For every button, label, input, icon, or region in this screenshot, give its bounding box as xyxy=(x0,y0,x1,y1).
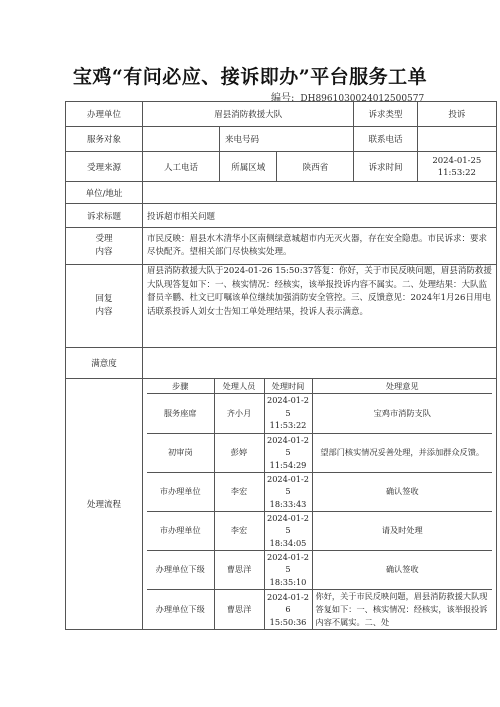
accept-content: 市民反映：眉县水木清华小区南侧绿意城超市内无灭火器，存在安全隐患。市民诉求：要求尽快配齐。望相关部门尽快核实处理。 xyxy=(143,228,497,265)
target-label: 服务对象 xyxy=(66,127,143,152)
accept-label-line1: 受理 xyxy=(95,234,113,244)
process-time-l1: 2024-01-2 xyxy=(267,591,309,602)
process-time xyxy=(264,472,312,511)
document-number-value: DH8961030024012500577 xyxy=(300,94,425,104)
time-date: 2024-01-25 xyxy=(432,155,482,166)
time-clock: 11:53:22 xyxy=(437,167,476,178)
process-row xyxy=(147,393,492,433)
address-value xyxy=(143,182,497,204)
page-title: 宝鸡“有问必应、接诉即办”平台服务工单 xyxy=(72,66,428,88)
reply-label-line2: 内容 xyxy=(95,307,113,317)
process-step: 办理单位下级 xyxy=(147,589,214,629)
reply-label xyxy=(66,265,143,348)
row-reply xyxy=(66,265,497,348)
process-time-l3: 11:53:22 xyxy=(269,420,307,431)
process-step: 办理单位下级 xyxy=(147,550,214,589)
process-opinion: 确认签收 xyxy=(312,550,492,589)
process-person: 李宏 xyxy=(214,472,264,511)
dept-label: 办理单位 xyxy=(66,102,143,127)
process-step: 初审岗 xyxy=(147,433,214,472)
process-label: 处理流程 xyxy=(66,379,143,630)
process-time-l2: 5 xyxy=(285,447,291,458)
work-order-table xyxy=(65,101,497,630)
process-row xyxy=(147,433,492,472)
process-time-l3: 15:50:36 xyxy=(269,616,307,627)
process-time xyxy=(264,589,312,629)
process-time-l1: 2024-01-2 xyxy=(267,551,309,562)
process-row xyxy=(147,550,492,589)
type-value: 投诉 xyxy=(417,102,496,127)
process-time-l1: 2024-01-2 xyxy=(267,473,309,484)
process-row xyxy=(147,589,492,629)
process-time-l2: 5 xyxy=(285,407,291,418)
time-label: 诉求时间 xyxy=(354,152,417,182)
process-time-l2: 5 xyxy=(285,525,291,536)
process-time-l1: 2024-01-2 xyxy=(267,395,309,406)
process-person: 齐小月 xyxy=(214,393,264,433)
area-label: 所属区域 xyxy=(220,152,277,182)
subject-label: 诉求标题 xyxy=(66,204,143,228)
reply-content: 眉县消防救援大队于2024-01-26 15:50:37答复：你好，关于市民反映问题，眉县消防救援大队现答复如下：一、核实情况：经核实，该举报投诉内容不属实。二、处理结果：大队监督员辛鹏、杜文已叮嘱该单位继续加强消防安全管控。三、反馈意见：2024年1月26日用电话联系投诉人刘女士告知工单处理结果，投诉人表示满意。 xyxy=(143,265,497,348)
source-value: 人工电话 xyxy=(143,152,220,182)
reply-label-line1: 回复 xyxy=(95,294,113,304)
row-satisfaction xyxy=(66,348,497,379)
process-time-l2: 5 xyxy=(285,486,291,497)
process-time-l3: 11:54:29 xyxy=(269,459,307,470)
row-dept xyxy=(66,102,497,127)
contact-value xyxy=(417,127,496,152)
process-cell xyxy=(143,379,497,630)
process-opinion: 你好，关于市民反映问题，眉县消防救援大队现答复如下：一、核实情况：经核实，该举报投诉内容不属实。二、处 xyxy=(312,589,492,629)
process-step: 市办理单位 xyxy=(147,511,214,550)
process-opinion: 宝鸡市消防支队 xyxy=(312,393,492,433)
process-header-opinion: 处理意见 xyxy=(312,379,492,393)
address-label: 单位/地址 xyxy=(66,182,143,204)
process-step: 市办理单位 xyxy=(147,472,214,511)
source-label: 受理来源 xyxy=(66,152,143,182)
dept-value: 眉县消防救援大队 xyxy=(143,102,354,127)
process-person: 曹思洋 xyxy=(214,550,264,589)
accept-label-line2: 内容 xyxy=(95,247,113,257)
process-time xyxy=(264,393,312,433)
process-step: 服务座席 xyxy=(147,393,214,433)
process-time xyxy=(264,550,312,589)
process-time-l1: 2024-01-2 xyxy=(267,434,309,445)
process-table xyxy=(147,379,492,629)
satisfaction-label: 满意度 xyxy=(66,348,143,379)
process-time xyxy=(264,433,312,472)
accept-label xyxy=(66,228,143,265)
process-person: 彭婷 xyxy=(214,433,264,472)
process-person: 曹思洋 xyxy=(214,589,264,629)
process-row xyxy=(147,472,492,511)
process-time-l2: 5 xyxy=(285,564,291,575)
phone-label: 来电号码 xyxy=(220,127,354,152)
process-time xyxy=(264,511,312,550)
process-opinion: 望部门核实情况妥善处理，并添加群众反馈。 xyxy=(312,433,492,472)
target-value xyxy=(143,127,220,152)
process-header xyxy=(147,379,492,393)
process-time-l2: 6 xyxy=(285,604,291,614)
area-value: 陕西省 xyxy=(277,152,354,182)
row-process xyxy=(66,379,497,630)
process-header-step: 步骤 xyxy=(147,379,214,393)
subject-value: 投诉超市相关问题 xyxy=(143,204,497,228)
process-opinion: 请及时处理 xyxy=(312,511,492,550)
process-time-l3: 18:34:05 xyxy=(269,537,307,548)
process-time-l3: 18:33:43 xyxy=(269,498,307,509)
process-header-person: 处理人员 xyxy=(214,379,264,393)
process-time-l1: 2024-01-2 xyxy=(267,512,309,523)
row-subject xyxy=(66,204,497,228)
process-header-time: 处理时间 xyxy=(264,379,312,393)
row-accept xyxy=(66,228,497,265)
satisfaction-value xyxy=(143,348,497,379)
process-row xyxy=(147,511,492,550)
process-time-l3: 18:35:10 xyxy=(269,576,307,587)
contact-label: 联系电话 xyxy=(354,127,417,152)
type-label: 诉求类型 xyxy=(354,102,417,127)
document-number-label: 编号: xyxy=(271,93,295,104)
process-opinion: 确认签收 xyxy=(312,472,492,511)
row-address xyxy=(66,182,497,204)
row-target xyxy=(66,127,497,152)
row-source xyxy=(66,152,497,182)
process-person: 李宏 xyxy=(214,511,264,550)
time-value xyxy=(417,152,496,182)
